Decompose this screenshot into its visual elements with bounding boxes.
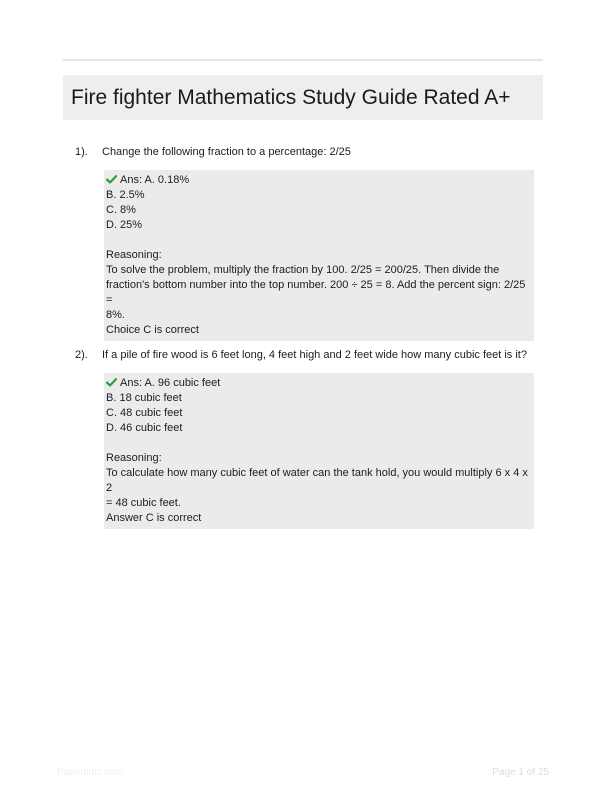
- option-c: C. 8%: [106, 204, 136, 216]
- question-number: 1).: [75, 146, 88, 158]
- conclusion: Choice C is correct: [106, 324, 199, 336]
- check-icon: [106, 175, 117, 184]
- answer-box: [104, 373, 534, 529]
- option-c: C. 48 cubic feet: [106, 407, 183, 419]
- check-icon: [106, 378, 117, 387]
- answer-text: Ans: A. 96 cubic feet: [120, 377, 221, 389]
- question-text: Change the following fraction to a percentage: 2/25: [102, 146, 351, 158]
- spacer: [106, 436, 530, 451]
- footer-source: Papertidic.com: [57, 767, 124, 778]
- option-d: D. 46 cubic feet: [106, 422, 183, 434]
- reasoning-line: fraction's bottom number into the top number. 200 ÷ 25 = 8. Add the percent sign: 2/25 =: [106, 279, 526, 306]
- option-b: B. 18 cubic feet: [106, 392, 182, 404]
- reasoning-line: To calculate how many cubic feet of water can the tank hold, you would multiply 6 x 4 x 2: [106, 467, 528, 494]
- reasoning-line: 8%.: [106, 309, 125, 321]
- reasoning-line: = 48 cubic feet.: [106, 497, 181, 509]
- reasoning-label: Reasoning:: [106, 249, 162, 261]
- correct-answer: [106, 173, 530, 188]
- option-b: B. 2.5%: [106, 189, 145, 201]
- conclusion: Answer C is correct: [106, 512, 202, 524]
- title-banner: [63, 75, 543, 120]
- correct-answer: [106, 376, 530, 391]
- page-number: Page 1 of 25: [492, 767, 549, 778]
- page-title: Fire fighter Mathematics Study Guide Rated A+: [71, 86, 511, 109]
- reasoning-label: Reasoning:: [106, 452, 162, 464]
- answer-text: Ans: A. 0.18%: [120, 174, 190, 186]
- reasoning-line: To solve the problem, multiply the fraction by 100. 2/25 = 200/25. Then divide the: [106, 264, 500, 276]
- option-d: D. 25%: [106, 219, 143, 231]
- question-text: If a pile of fire wood is 6 feet long, 4 feet high and 2 feet wide how many cubic feet is it?: [102, 349, 527, 361]
- spacer: [106, 233, 530, 248]
- top-divider: [63, 59, 543, 61]
- question-number: 2).: [75, 349, 88, 361]
- answer-box: [104, 170, 534, 341]
